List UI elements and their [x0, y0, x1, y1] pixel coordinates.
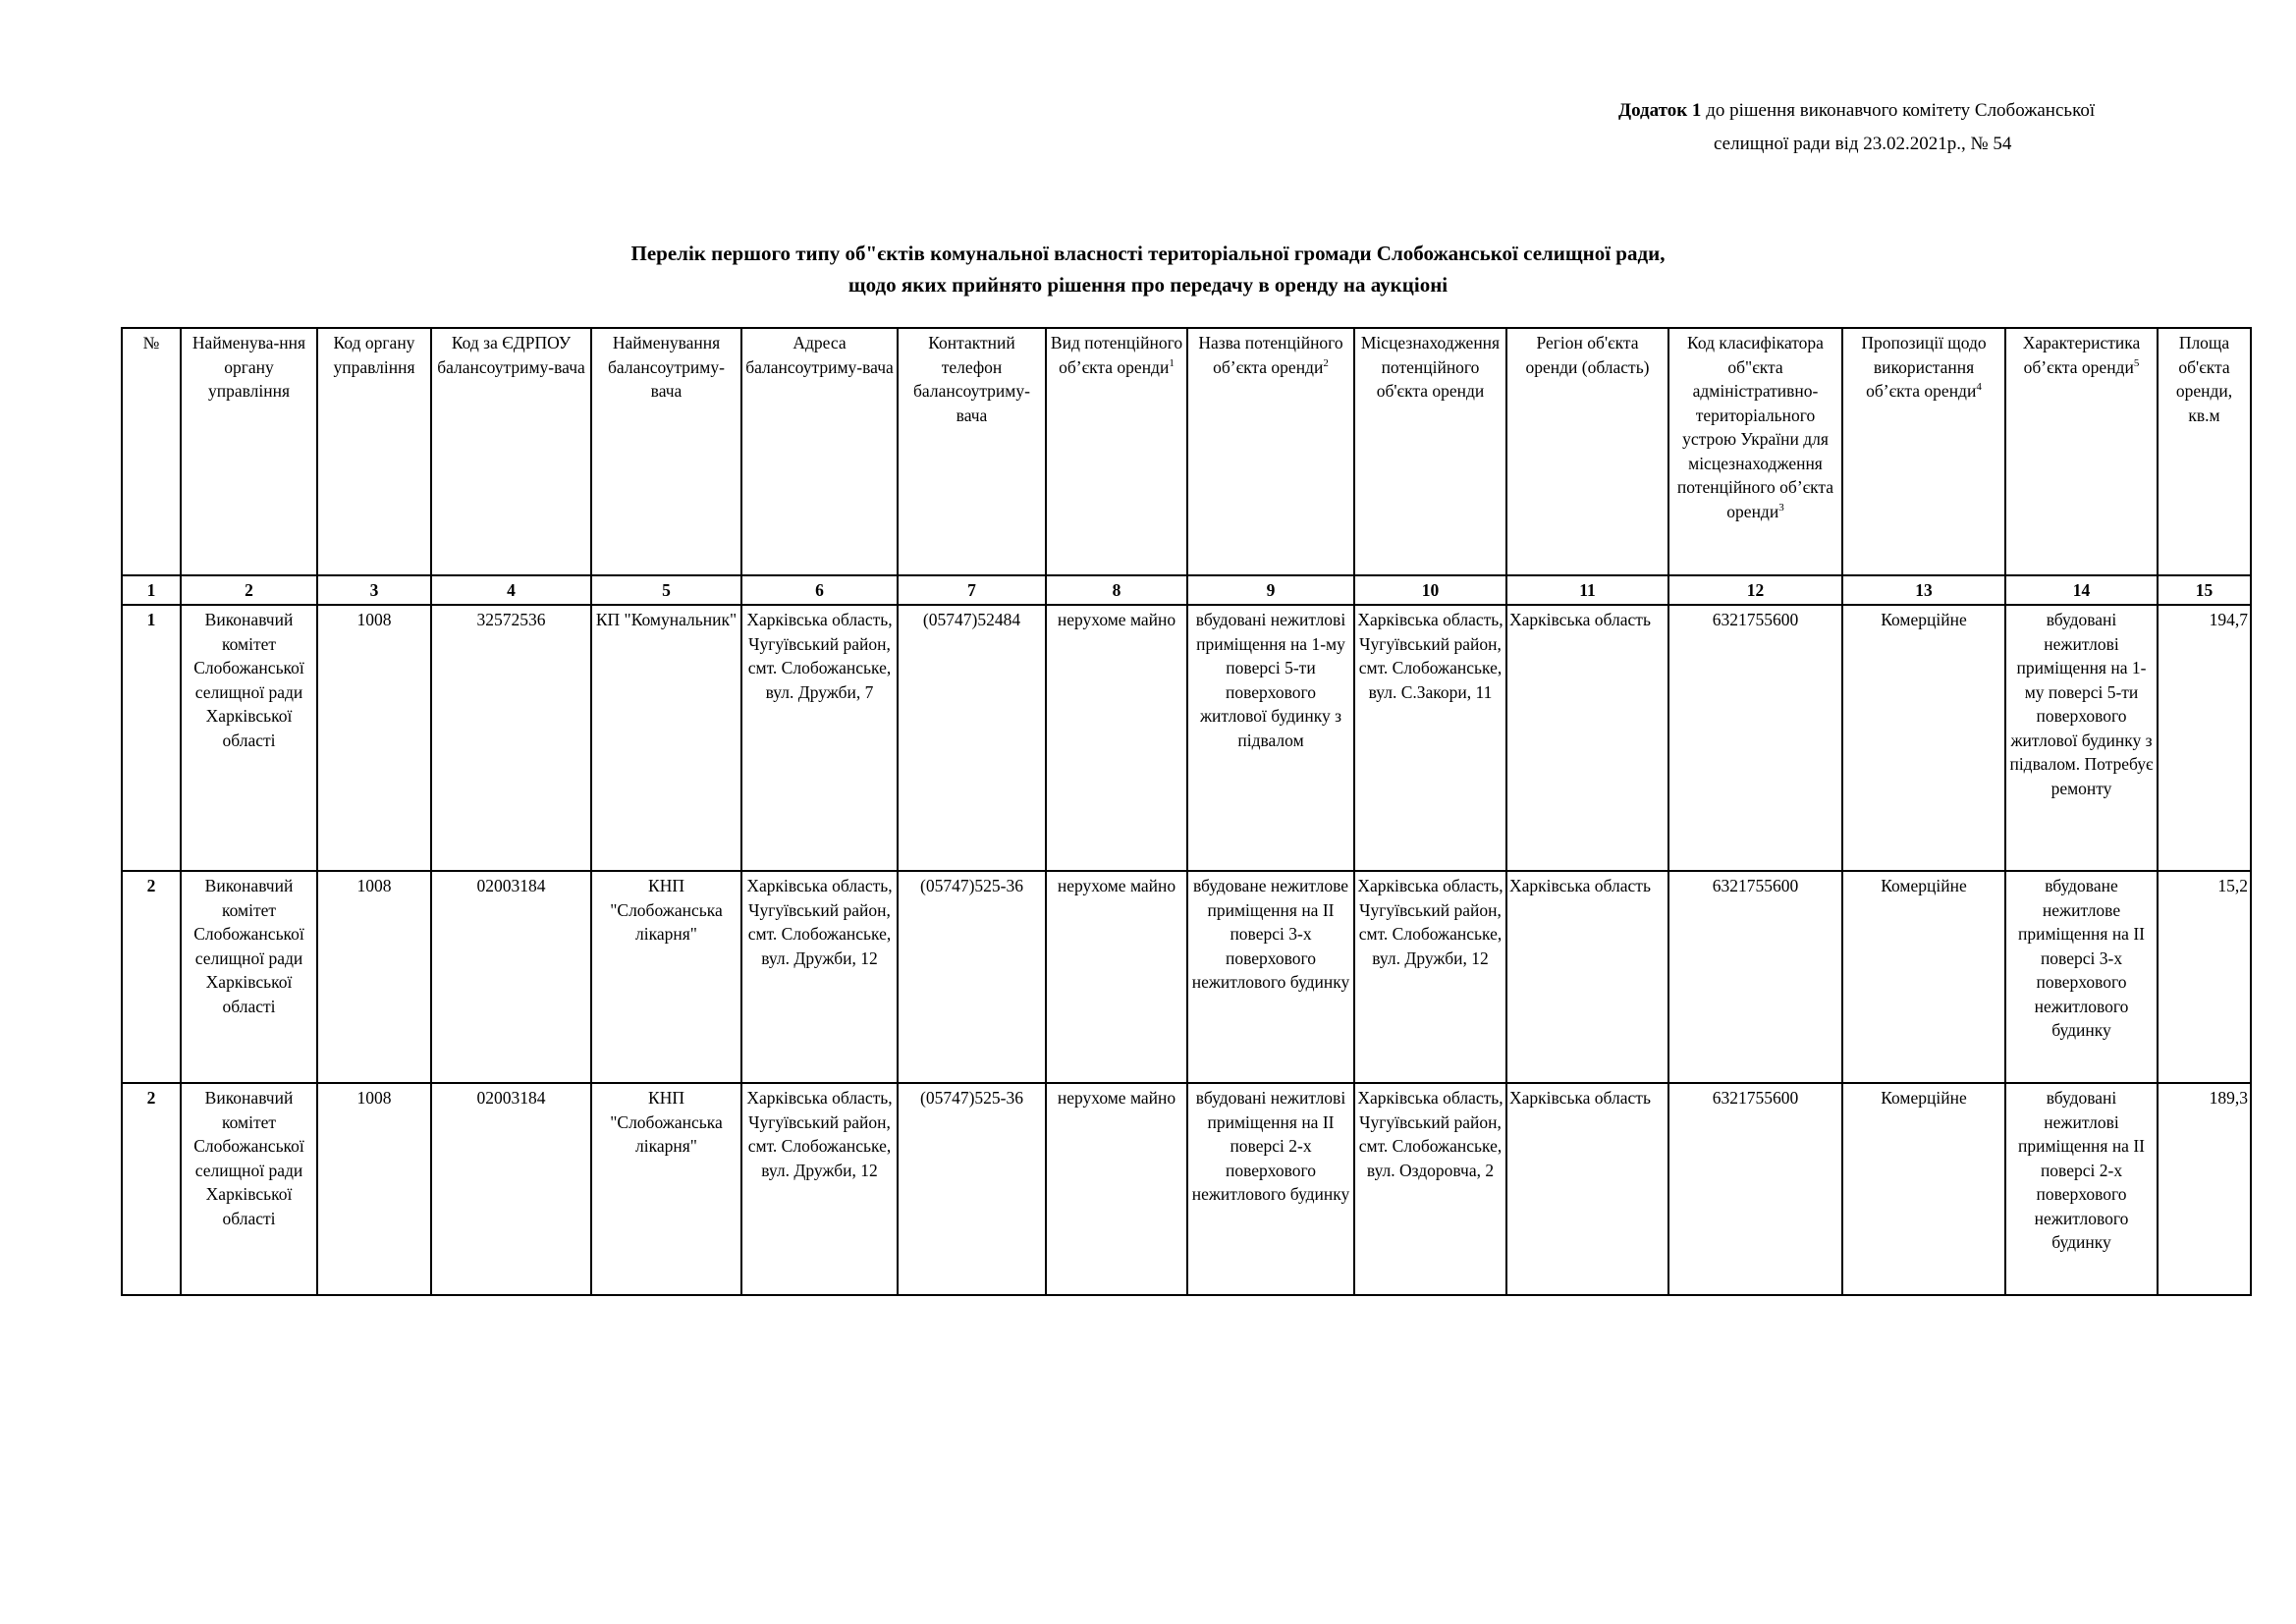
row-number: 1 — [122, 605, 181, 871]
object-location: Харківська область, Чугуївський район, смт. Слобожанське, вул. С.Закори, 11 — [1354, 605, 1506, 871]
table-row — [122, 605, 2251, 871]
object-characteristic: вбудовані нежитлові приміщення на 1-му поверсі 5-ти поверхового житлової будинку з підвалом. Потребує ремонту — [2005, 605, 2158, 871]
koatuu-code: 6321755600 — [1668, 1083, 1842, 1295]
header-cell: Регіон об'єкта оренди (область) — [1506, 328, 1668, 575]
column-number-row — [122, 575, 2251, 605]
header-cell: Характеристика об’єкта оренди$^5$ — [2005, 328, 2158, 575]
holder-phone: (05747)525-36 — [898, 871, 1046, 1083]
header-cell: Площа об'єкта оренди, кв.м — [2158, 328, 2251, 575]
authority-code: 1008 — [317, 871, 431, 1083]
appendix-decision-text: до рішення виконавчого комітету Слобожанської — [1701, 100, 2096, 121]
table-row — [122, 871, 2251, 1083]
column-number: 11 — [1506, 575, 1668, 605]
header-cell: № — [122, 328, 181, 575]
appendix-note — [1532, 94, 2219, 161]
object-name: вбудовані нежитлові приміщення на 1-му поверсі 5-ти поверхового житлової будинку з підвалом — [1187, 605, 1354, 871]
edrpou-code: 02003184 — [431, 871, 591, 1083]
header-cell: Назва потенційного об’єкта оренди$^2$ — [1187, 328, 1354, 575]
title-line-2: щодо яких прийнято рішення про передачу в оренду на аукціоні — [847, 273, 1449, 297]
authority-name: Виконавчий комітет Слобожанської селищної ради Харківської області — [181, 605, 317, 871]
column-number: 15 — [2158, 575, 2251, 605]
object-characteristic: вбудоване нежитлове приміщення на ІІ поверсі 3-х поверхового нежитлового будинку — [2005, 871, 2158, 1083]
appendix-label: Додаток 1 — [1618, 100, 1702, 121]
objects-table — [121, 327, 2252, 1296]
usage-proposal: Комерційне — [1842, 1083, 2005, 1295]
document-title — [0, 238, 2296, 300]
holder-name: КНП "Слобожанська лікарня" — [591, 871, 741, 1083]
authority-name: Виконавчий комітет Слобожанської селищної ради Харківської області — [181, 871, 317, 1083]
header-cell: Код органу управління — [317, 328, 431, 575]
object-name: вбудоване нежитлове приміщення на ІІ поверсі 3-х поверхового нежитлового будинку — [1187, 871, 1354, 1083]
edrpou-code: 32572536 — [431, 605, 591, 871]
column-number: 8 — [1046, 575, 1187, 605]
object-area: 15,2 — [2158, 871, 2251, 1083]
header-cell: Місцезнаходження потенційного об'єкта оренди — [1354, 328, 1506, 575]
header-cell: Контактний телефон балансоутриму-вача — [898, 328, 1046, 575]
usage-proposal: Комерційне — [1842, 605, 2005, 871]
koatuu-code: 6321755600 — [1668, 605, 1842, 871]
object-name: вбудовані нежитлові приміщення на ІІ поверсі 2-х поверхового нежитлового будинку — [1187, 1083, 1354, 1295]
footnote-mark: 2 — [1323, 356, 1329, 369]
object-region: Харківська область — [1506, 605, 1668, 871]
header-cell: Найменування балансоутриму-вача — [591, 328, 741, 575]
holder-address: Харківська область, Чугуївський район, смт. Слобожанське, вул. Дружби, 7 — [741, 605, 898, 871]
object-characteristic: вбудовані нежитлові приміщення на ІІ поверсі 2-х поверхового нежитлового будинку — [2005, 1083, 2158, 1295]
row-number: 2 — [122, 1083, 181, 1295]
column-number: 10 — [1354, 575, 1506, 605]
authority-name: Виконавчий комітет Слобожанської селищної ради Харківської області — [181, 1083, 317, 1295]
holder-phone: (05747)525-36 — [898, 1083, 1046, 1295]
header-cell: Найменува-ння органу управління — [181, 328, 317, 575]
koatuu-code: 6321755600 — [1668, 871, 1842, 1083]
column-number: 1 — [122, 575, 181, 605]
header-cell: Код за ЄДРПОУ балансоутриму-вача — [431, 328, 591, 575]
header-cell: Вид потенційного об’єкта оренди$^1$ — [1046, 328, 1187, 575]
column-number: 13 — [1842, 575, 2005, 605]
object-location: Харківська область, Чугуївський район, смт. Слобожанське, вул. Дружби, 12 — [1354, 871, 1506, 1083]
holder-phone: (05747)52484 — [898, 605, 1046, 871]
column-number: 14 — [2005, 575, 2158, 605]
holder-name: КП "Комунальник" — [591, 605, 741, 871]
appendix-line-1 — [1532, 94, 2219, 128]
object-area: 194,7 — [2158, 605, 2251, 871]
column-number: 4 — [431, 575, 591, 605]
title-line-1: Перелік першого типу об"єктів комунальної власності територіальної громади Слобожанської селищної ради, — [630, 242, 1666, 265]
column-number: 6 — [741, 575, 898, 605]
footnote-mark: 1 — [1169, 356, 1175, 369]
holder-name: КНП "Слобожанська лікарня" — [591, 1083, 741, 1295]
column-number: 3 — [317, 575, 431, 605]
object-type: нерухоме майно — [1046, 1083, 1187, 1295]
object-area: 189,3 — [2158, 1083, 2251, 1295]
object-location: Харківська область, Чугуївський район, смт. Слобожанське, вул. Оздоровча, 2 — [1354, 1083, 1506, 1295]
footnote-mark: 5 — [2133, 356, 2140, 369]
authority-code: 1008 — [317, 605, 431, 871]
column-number: 12 — [1668, 575, 1842, 605]
column-number: 9 — [1187, 575, 1354, 605]
column-number: 5 — [591, 575, 741, 605]
header-cell: Код класифікатора об"єкта адміністративно-територіального устрою України для місцезнаходження потенційного об’єкта оренди$^3$ — [1668, 328, 1842, 575]
header-cell: Пропозиції щодо використання об’єкта оренди$^4$ — [1842, 328, 2005, 575]
appendix-line-2: селищної ради від 23.02.2021р., № 54 — [1714, 134, 2012, 154]
object-type: нерухоме майно — [1046, 871, 1187, 1083]
holder-address: Харківська область, Чугуївський район, смт. Слобожанське, вул. Дружби, 12 — [741, 1083, 898, 1295]
header-cell: Адреса балансоутриму-вача — [741, 328, 898, 575]
object-region: Харківська область — [1506, 871, 1668, 1083]
object-region: Харківська область — [1506, 1083, 1668, 1295]
object-type: нерухоме майно — [1046, 605, 1187, 871]
edrpou-code: 02003184 — [431, 1083, 591, 1295]
table-row — [122, 1083, 2251, 1295]
column-number: 2 — [181, 575, 317, 605]
table-header-row — [122, 328, 2251, 575]
footnote-mark: 4 — [1976, 381, 1982, 394]
row-number: 2 — [122, 871, 181, 1083]
authority-code: 1008 — [317, 1083, 431, 1295]
holder-address: Харківська область, Чугуївський район, смт. Слобожанське, вул. Дружби, 12 — [741, 871, 898, 1083]
usage-proposal: Комерційне — [1842, 871, 2005, 1083]
column-number: 7 — [898, 575, 1046, 605]
footnote-mark: 3 — [1778, 501, 1784, 514]
